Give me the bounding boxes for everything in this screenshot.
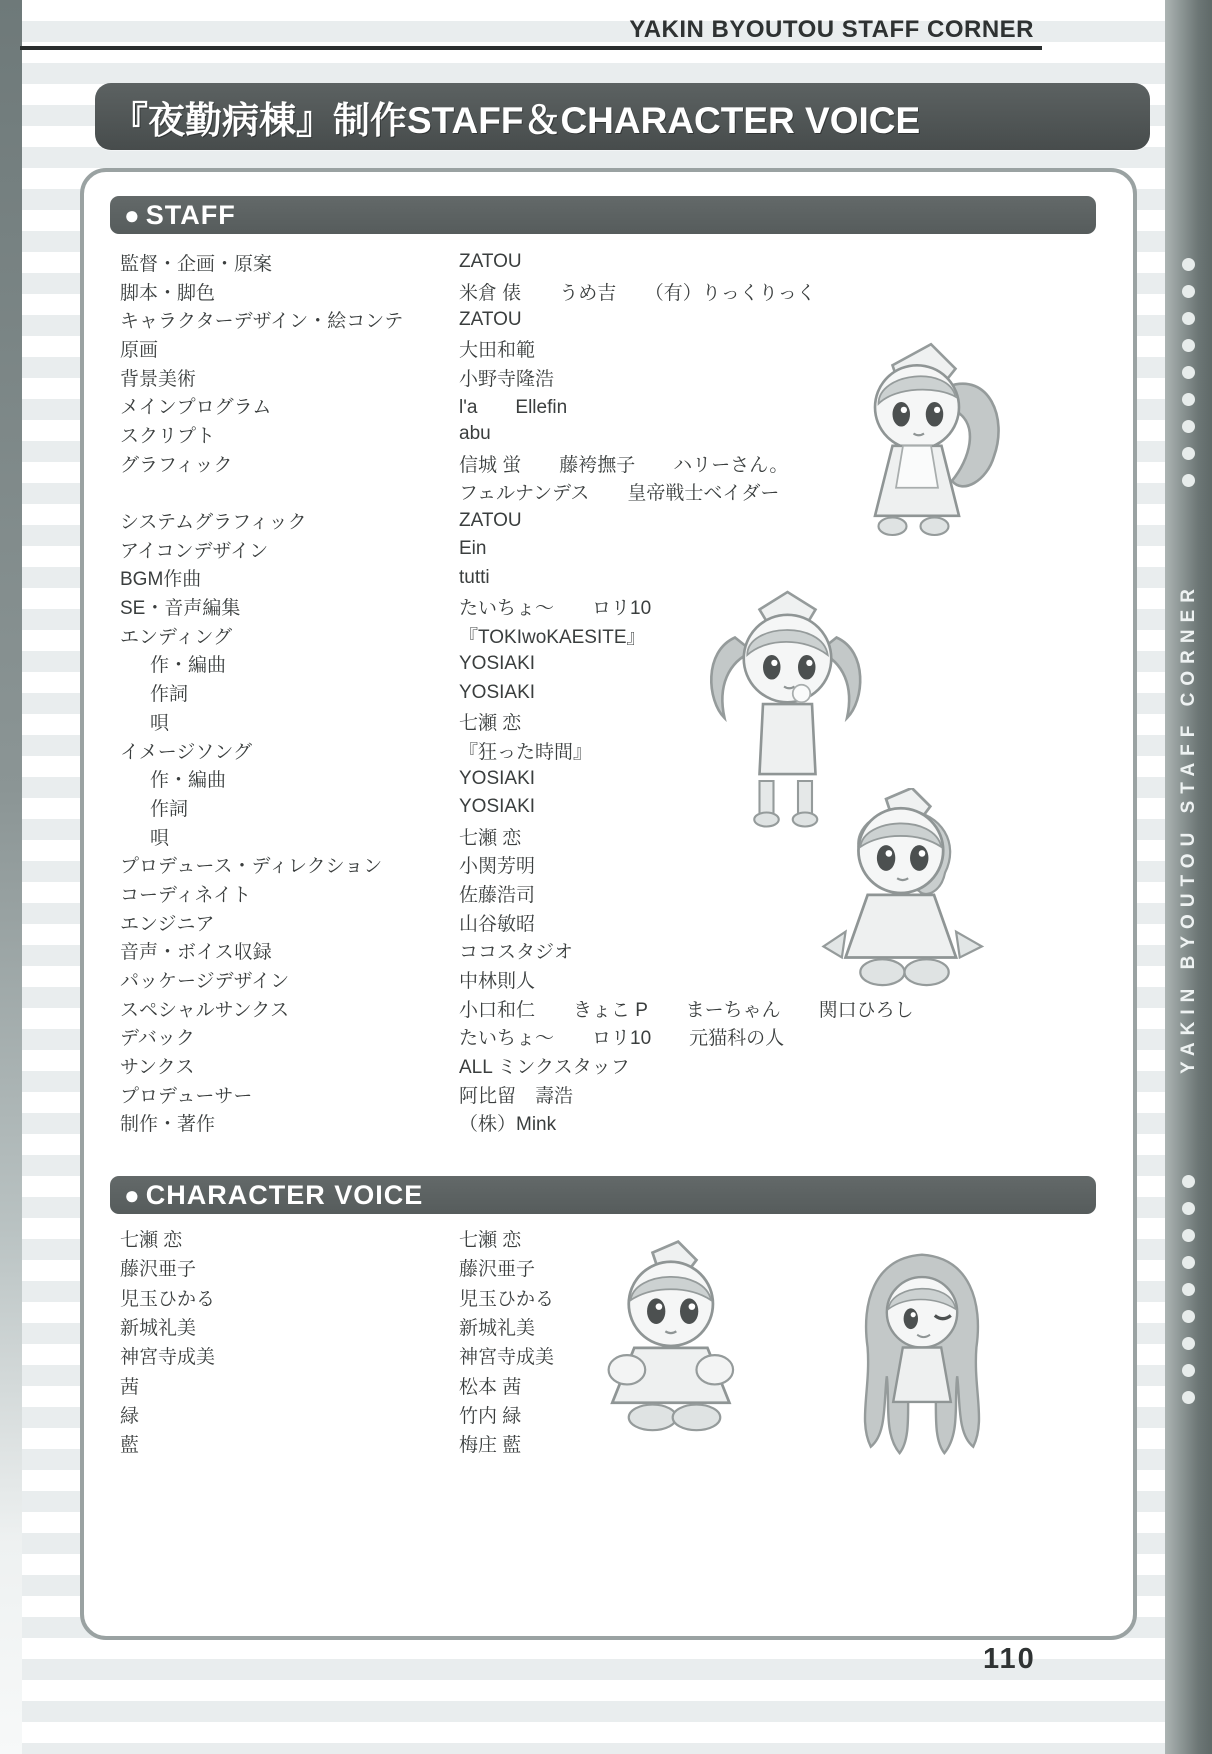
dot-icon [1182, 1229, 1195, 1242]
staff-row-label: 音声・ボイス収録 [120, 942, 272, 964]
staff-row-value: abu [459, 423, 491, 445]
staff-row-value: Ein [459, 538, 487, 560]
staff-row-label: 原画 [120, 339, 159, 361]
staff-row-value: 小関芳明 [459, 856, 536, 878]
voice-row-value: 藤沢亜子 [459, 1259, 536, 1281]
staff-row-value: 小野寺隆浩 [459, 368, 555, 390]
character-illustration-chibi-nurse-sitting [812, 788, 997, 998]
staff-row [120, 248, 1117, 277]
voice-row-label: 藤沢亜子 [120, 1259, 197, 1281]
staff-row-label: プロデュース・ディレクション [120, 856, 383, 878]
staff-row-label: プロデューサー [120, 1085, 253, 1107]
staff-row-label: 作詞 [150, 684, 189, 706]
staff-row-value: tutti [459, 566, 490, 588]
voice-section-header [110, 1176, 1096, 1214]
dot-icon [1182, 366, 1195, 379]
staff-section-title: STAFF [145, 199, 236, 230]
staff-row [120, 621, 1117, 650]
staff-row-label: 唄 [150, 827, 170, 849]
voice-row-value: 児玉ひかる [459, 1288, 555, 1310]
dot-icon [1182, 1310, 1195, 1323]
page-left-edge [0, 0, 22, 1754]
staff-row [120, 305, 1117, 334]
staff-row-value: YOSIAKI [459, 652, 536, 674]
voice-row-label: 七瀬 恋 [120, 1230, 183, 1252]
voice-row-value: 松本 茜 [459, 1376, 522, 1398]
staff-row-label: 制作・著作 [120, 1114, 216, 1136]
staff-row-label: 作詞 [150, 798, 189, 820]
staff-row-label: アイコンデザイン [120, 540, 269, 562]
staff-row-value: ZATOU [459, 509, 522, 531]
header-rule [20, 46, 1042, 50]
staff-row-value: 大田和範 [459, 339, 536, 361]
staff-row-value: たいちょ～ ロリ10 [459, 598, 652, 620]
staff-row-label: 作・編曲 [150, 770, 227, 792]
voice-row-label: 児玉ひかる [120, 1288, 216, 1310]
staff-row-value: 『TOKIwoKAESITE』 [459, 626, 646, 648]
voice-row-label: 藍 [120, 1435, 140, 1457]
staff-row-value: （株）Mink [459, 1114, 557, 1136]
staff-row-value: 山谷敏昭 [459, 913, 536, 935]
staff-row-label: スクリプト [120, 425, 216, 447]
staff-row [120, 1023, 1117, 1052]
page-title-bar [95, 83, 1150, 150]
staff-row-value: ALL ミンクスタッフ [459, 1057, 630, 1079]
character-illustration-girl-long-wavy-hair [842, 1248, 1002, 1463]
voice-row-value: 神宮寺成美 [459, 1347, 555, 1369]
staff-row-value: l'a Ellefin [459, 397, 568, 419]
staff-section-header [110, 196, 1096, 234]
staff-row-value: 七瀬 恋 [459, 827, 522, 849]
voice-row-label: 緑 [120, 1405, 140, 1427]
staff-row-value: 佐藤浩司 [459, 884, 536, 906]
staff-row-label: 唄 [150, 712, 170, 734]
staff-row [120, 277, 1117, 306]
dot-ornament-top [1165, 258, 1212, 487]
staff-row [120, 650, 1117, 679]
staff-row-value: 阿比留 壽浩 [459, 1085, 574, 1107]
voice-row-value: 七瀬 恋 [459, 1230, 522, 1252]
corner-header: YAKIN BYOUTOU STAFF CORNER [629, 16, 1034, 43]
dot-ornament-bottom [1165, 1175, 1212, 1404]
voice-section-title: CHARACTER VOICE [145, 1179, 424, 1210]
voice-row-label: 神宮寺成美 [120, 1347, 216, 1369]
staff-row-label: パッケージデザイン [120, 971, 290, 993]
dot-icon [1182, 1175, 1195, 1188]
section-bullet-icon: ● [124, 1180, 140, 1210]
staff-row-label: エンディング [120, 626, 233, 648]
staff-row-value: 『狂った時間』 [459, 741, 593, 763]
staff-row-label: デバック [120, 1028, 195, 1050]
voice-row-value: 新城礼美 [459, 1318, 536, 1340]
staff-row [120, 564, 1117, 593]
staff-row-value: ココスタジオ [459, 942, 574, 964]
staff-row [120, 736, 1117, 765]
staff-row-label: BGM作曲 [120, 569, 202, 591]
staff-row [120, 1051, 1117, 1080]
staff-row-value: 信城 蛍 藤袴撫子 ハリーさん。 [459, 454, 789, 476]
staff-row-label: キャラクターデザイン・絵コンテ [120, 311, 404, 333]
dot-icon [1182, 258, 1195, 271]
staff-row-label: SE・音声編集 [120, 598, 241, 620]
staff-row-value: YOSIAKI [459, 767, 536, 789]
dot-icon [1182, 1256, 1195, 1269]
dot-icon [1182, 1337, 1195, 1350]
section-bullet-icon: ● [124, 200, 140, 230]
staff-row-value: 七瀬 恋 [459, 712, 522, 734]
character-illustration-chibi-nurse-sitting-sleeves [582, 1238, 767, 1443]
dot-icon [1182, 1202, 1195, 1215]
staff-row-label: エンジニア [120, 913, 215, 935]
dot-icon [1182, 420, 1195, 433]
staff-row-label: サンクス [120, 1057, 195, 1079]
staff-row-value: たいちょ～ ロリ10 元猫科の人 [459, 1028, 785, 1050]
staff-row-label: スペシャルサンクス [120, 999, 290, 1021]
staff-row [120, 592, 1117, 621]
dot-icon [1182, 312, 1195, 325]
character-illustration-chibi-nurse-ponytail [840, 333, 1015, 548]
staff-row-label: 監督・企画・原案 [120, 253, 273, 275]
dot-icon [1182, 1364, 1195, 1377]
staff-row-value: YOSIAKI [459, 681, 536, 703]
staff-row-label: 背景美術 [120, 368, 197, 390]
voice-row-label: 新城礼美 [120, 1318, 197, 1340]
voice-row-value: 竹内 緑 [459, 1405, 522, 1427]
voice-row-value: 梅庄 藍 [459, 1435, 522, 1457]
dot-icon [1182, 285, 1195, 298]
dot-icon [1182, 1391, 1195, 1404]
staff-row-label: コーディネイト [120, 884, 252, 906]
staff-row-value: YOSIAKI [459, 796, 536, 818]
staff-row-label: 脚本・脚色 [120, 282, 216, 304]
staff-row [120, 1080, 1117, 1109]
staff-row [120, 994, 1117, 1023]
staff-row-value: 小口和仁 きょこ P まーちゃん 関口ひろし [459, 999, 914, 1021]
page-title: 『夜勤病棟』制作STAFF＆CHARACTER VOICE [111, 99, 921, 141]
dot-icon [1182, 1283, 1195, 1296]
dot-icon [1182, 447, 1195, 460]
staff-row [120, 678, 1117, 707]
staff-row-value: 米倉 俵 うめ吉 （有）りっくりっく [459, 282, 816, 304]
staff-row-value: ZATOU [459, 308, 522, 330]
dot-icon [1182, 339, 1195, 352]
staff-row-label: システムグラフィック [120, 512, 307, 534]
staff-row-label: 作・編曲 [150, 655, 227, 677]
page-number: 110 [983, 1643, 1036, 1675]
staff-row-label: メインプログラム [120, 397, 272, 419]
staff-row-value: ZATOU [459, 251, 522, 273]
staff-row-label: グラフィック [120, 454, 233, 476]
side-band-title [1165, 505, 1212, 1150]
staff-row-value: 中林則人 [459, 971, 536, 993]
side-band [1165, 0, 1212, 1754]
side-band-text: YAKIN BYOUTOU STAFF CORNER [1177, 581, 1199, 1074]
staff-row [120, 707, 1117, 736]
dot-icon [1182, 393, 1195, 406]
staff-row-value: フェルナンデス 皇帝戦士ベイダー [459, 483, 780, 505]
staff-row-label: イメージソング [120, 741, 253, 763]
staff-row [120, 1109, 1117, 1138]
voice-row-label: 茜 [120, 1376, 140, 1398]
dot-icon [1182, 474, 1195, 487]
